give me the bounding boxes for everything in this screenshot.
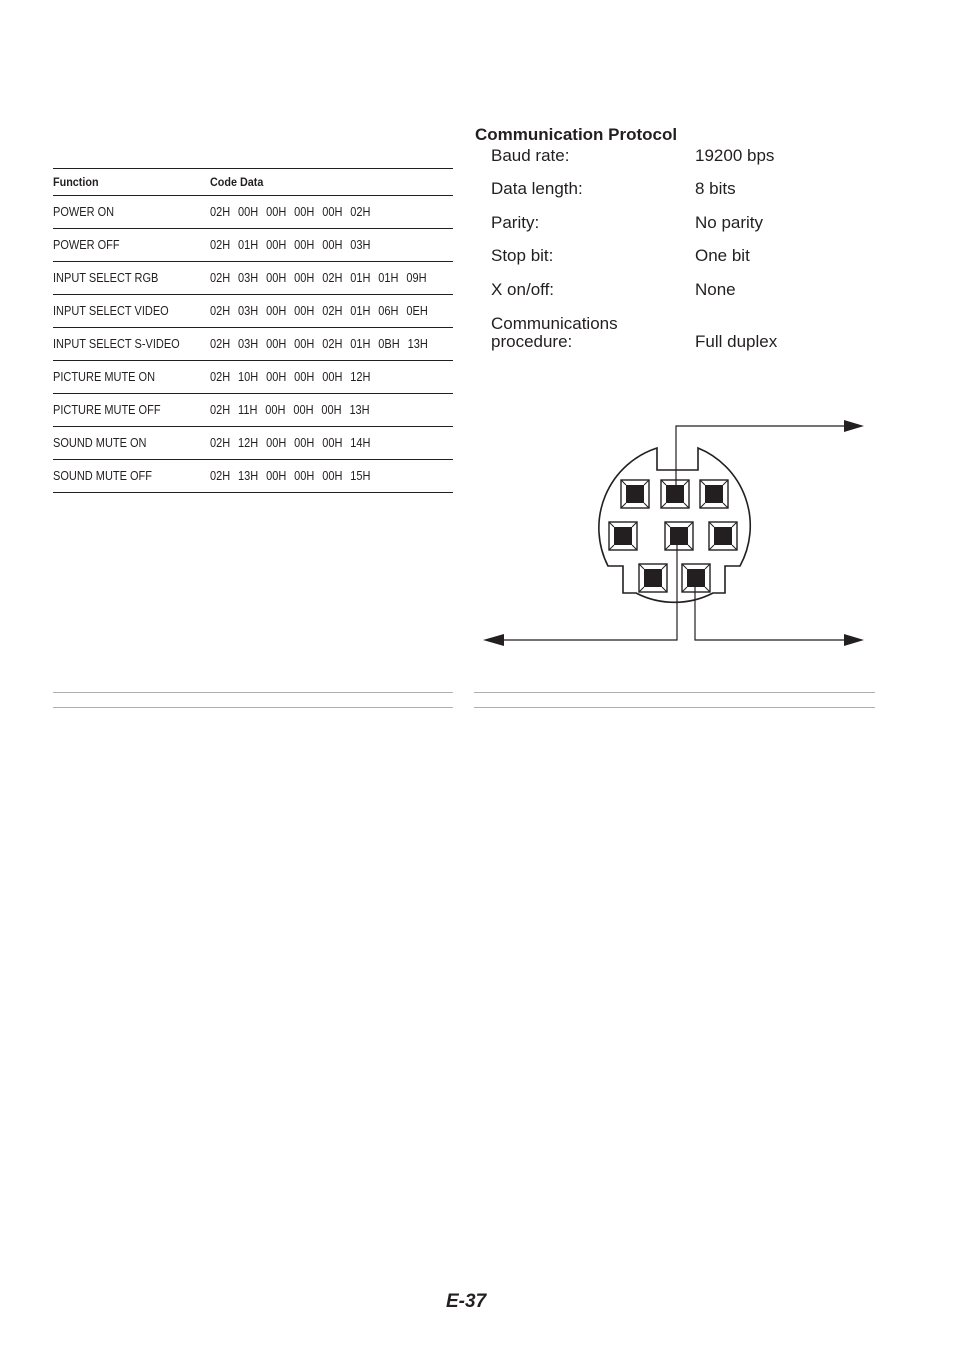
function-cell (53, 427, 210, 460)
function-text: PICTURE MUTE OFF (53, 403, 161, 417)
page-number: E-37 (446, 1291, 487, 1312)
function-text: SOUND MUTE ON (53, 436, 147, 450)
code-data-cell (210, 460, 453, 493)
left-divider-upper (53, 692, 453, 693)
code-data-cell (210, 196, 453, 229)
connector-pin (682, 564, 710, 592)
left-divider-lower (53, 707, 453, 708)
function-text: POWER OFF (53, 238, 120, 252)
protocol-label: Parity: (491, 213, 540, 232)
protocol-row (491, 214, 891, 232)
function-cell (53, 196, 210, 229)
arrow-right-bottom-icon (844, 634, 864, 646)
arrow-left-icon (483, 634, 504, 646)
function-cell (53, 328, 210, 361)
protocol-value: 19200 bps (695, 146, 775, 165)
table-row (53, 361, 453, 394)
table-row (53, 295, 453, 328)
function-cell (53, 295, 210, 328)
code-data-text: 02H 00H 00H 00H 00H 02H (210, 205, 371, 219)
connector-pin-diagram (474, 410, 874, 660)
code-data-text: 02H 11H 00H 00H 00H 13H (210, 403, 370, 417)
code-data-text: 02H 03H 00H 00H 02H 01H 0BH 13H (210, 337, 428, 351)
pin-contact (666, 485, 684, 503)
protocol-row (491, 147, 891, 165)
code-data-text: 02H 12H 00H 00H 00H 14H (210, 436, 371, 450)
pin-contact (714, 527, 732, 545)
protocol-list (491, 144, 891, 351)
table-row (53, 262, 453, 295)
protocol-value: None (695, 280, 736, 299)
code-data-cell (210, 328, 453, 361)
code-data-cell (210, 295, 453, 328)
connector-pin (661, 480, 689, 508)
table-row (53, 394, 453, 427)
function-cell (53, 460, 210, 493)
table-row (53, 196, 453, 229)
code-data-cell (210, 262, 453, 295)
protocol-row (491, 281, 891, 299)
pin-contact (705, 485, 723, 503)
function-text: PICTURE MUTE ON (53, 370, 156, 384)
connector-pin (609, 522, 637, 550)
code-data-text: 02H 03H 00H 00H 02H 01H 06H 0EH (210, 304, 428, 318)
function-column-header: Function (53, 169, 194, 196)
protocol-label: Stop bit: (491, 246, 554, 265)
code-data-cell (210, 427, 453, 460)
code-data-text: 02H 10H 00H 00H 00H 12H (210, 370, 371, 384)
code-data-cell (210, 229, 453, 262)
protocol-value: Full duplex (695, 332, 778, 351)
table-row (53, 328, 453, 361)
code-data-column-header: Code Data (210, 169, 429, 196)
code-data-text: 02H 01H 00H 00H 00H 03H (210, 238, 371, 252)
pin-contact (644, 569, 662, 587)
code-table-header-row (53, 169, 453, 196)
connector-pin (665, 522, 693, 550)
function-cell (53, 361, 210, 394)
protocol-title: Communication Protocol (475, 125, 678, 144)
function-cell (53, 229, 210, 262)
function-text: INPUT SELECT S-VIDEO (53, 337, 180, 351)
function-text: INPUT SELECT VIDEO (53, 304, 169, 318)
right-divider-upper (474, 692, 875, 693)
connector-pin (700, 480, 728, 508)
function-text: INPUT SELECT RGB (53, 271, 159, 285)
table-row (53, 427, 453, 460)
connector-pin (621, 480, 649, 508)
protocol-label: Communications procedure: (491, 314, 618, 351)
right-divider-lower (474, 707, 875, 708)
connector-pin (639, 564, 667, 592)
code-data-text: 02H 13H 00H 00H 00H 15H (210, 469, 371, 483)
code-table (53, 168, 453, 493)
code-data-text: 02H 03H 00H 00H 02H 01H 01H 09H (210, 271, 427, 285)
protocol-row (491, 315, 891, 351)
pin-contact (614, 527, 632, 545)
code-data-cell (210, 394, 453, 427)
function-text: SOUND MUTE OFF (53, 469, 152, 483)
protocol-label: X on/off: (491, 280, 555, 299)
arrow-right-top-icon (844, 420, 864, 432)
code-data-cell (210, 361, 453, 394)
protocol-label: Data length: (491, 179, 583, 198)
pin-contact (626, 485, 644, 503)
table-row (53, 229, 453, 262)
protocol-value: One bit (695, 246, 750, 265)
protocol-value: No parity (695, 213, 764, 232)
function-text: POWER ON (53, 205, 115, 219)
code-table-body (53, 196, 453, 493)
function-cell (53, 262, 210, 295)
protocol-value: 8 bits (695, 179, 736, 198)
table-row (53, 460, 453, 493)
pin-contact (687, 569, 705, 587)
protocol-row (491, 180, 891, 198)
pin-contact (670, 527, 688, 545)
protocol-row (491, 247, 891, 265)
connector-pin (709, 522, 737, 550)
protocol-label: Baud rate: (491, 146, 570, 165)
function-cell (53, 394, 210, 427)
